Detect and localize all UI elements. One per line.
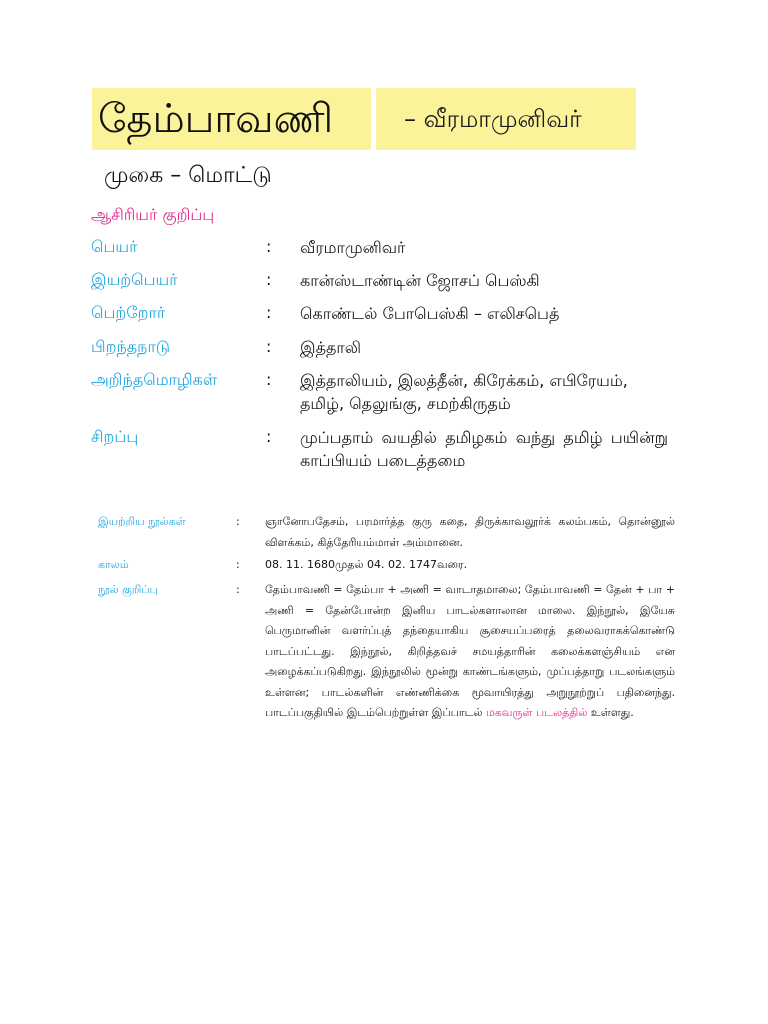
page-title: தேம்பாவணி — [98, 96, 334, 142]
note-separator: : — [236, 515, 240, 528]
note-separator: : — [236, 583, 240, 596]
detail-separator: : — [266, 270, 272, 289]
detail-separator: : — [266, 370, 272, 389]
section-heading: ஆசிரியர் குறிப்பு — [91, 205, 215, 224]
detail-value-languages: இத்தாலியம், இலத்தீன், கிரேக்கம், எபிரேயம், தமிழ், தெலுங்கு, சமற்கிருதம் — [300, 371, 628, 413]
note-label-works: இயற்றிய நூல்கள் — [98, 515, 186, 528]
detail-value-real-name: கான்ஸ்டாண்டின் ஜோசப் பெஸ்கி — [300, 271, 540, 290]
note-value-period: 08. 11. 1680முதல் 04. 02. 1747வரை. — [265, 558, 468, 571]
note-label-period: காலம் — [98, 558, 129, 571]
detail-value-parents: கொண்டல் போபெஸ்கி – எலிசபெத் — [300, 304, 560, 323]
note-book-ending: உள்ளது. — [590, 706, 634, 719]
detail-separator: : — [266, 337, 272, 356]
detail-label-specialty: சிறப்பு — [91, 427, 139, 446]
detail-separator: : — [266, 237, 272, 256]
detail-separator: : — [266, 427, 272, 446]
detail-label-name: பெயர் — [91, 237, 138, 256]
detail-label-country: பிறந்தநாடு — [91, 337, 171, 356]
detail-label-parents: பெற்றோர் — [91, 303, 166, 322]
detail-value-specialty: முப்பதாம் வயதில் தமிழகம் வந்து தமிழ் பயின்று காப்பியம் படைத்தமை — [300, 428, 668, 470]
note-value-works: ஞானோபதேசம், பரமார்த்த குரு கதை, திருக்காவலூர்க் கலம்பகம், தொன்னூல் விளக்கம், கித்தேரியம்மாள் அம்மானை. — [265, 515, 675, 549]
subtitle: முகை – மொட்டு — [104, 163, 272, 188]
highlight-chapter: மகவருள் படலத்தில் — [486, 706, 588, 719]
detail-separator: : — [266, 303, 272, 322]
detail-label-languages: அறிந்தமொழிகள் — [91, 370, 218, 389]
detail-value-country: இத்தாலி — [300, 338, 362, 357]
detail-value-name: வீரமாமுனிவர் — [300, 238, 406, 257]
note-label-book: நூல் குறிப்பு — [98, 583, 158, 596]
note-value-book — [265, 580, 675, 724]
note-separator: : — [236, 558, 240, 571]
author-name: – வீரமாமுனிவர் — [404, 105, 582, 133]
note-book-text: தேம்பாவணி = தேம்பா + அணி = வாடாதமாலை; தேம்பாவணி = தேன் + பா + அணி = தேன்போன்ற இனிய பாடல்களாலான மாலை. இந்நூல், இயேசு பெருமானின் வளர்ப்புத் தந்தையாகிய சூசையப்பரைத் தலைவராகக்கொண்டு பாடப்பட்டது. இந்நூல், கிறித்தவச் சமயத்தாரின் கலைக்களஞ்சியம் என அழைக்கப்படுகிறது. இந்நூலில் மூன்று காண்டங்களும், முப்பத்தாறு படலங்களும் உள்ளன; பாடல்களின் எண்ணிக்கை மூவாயிரத்து அறுநூற்றுப் பதினைந்து. பாடப்பகுதியில் இடம்பெற்றுள்ள இப்பாடல் — [265, 583, 675, 719]
detail-label-real-name: இயற்பெயர் — [91, 270, 178, 289]
